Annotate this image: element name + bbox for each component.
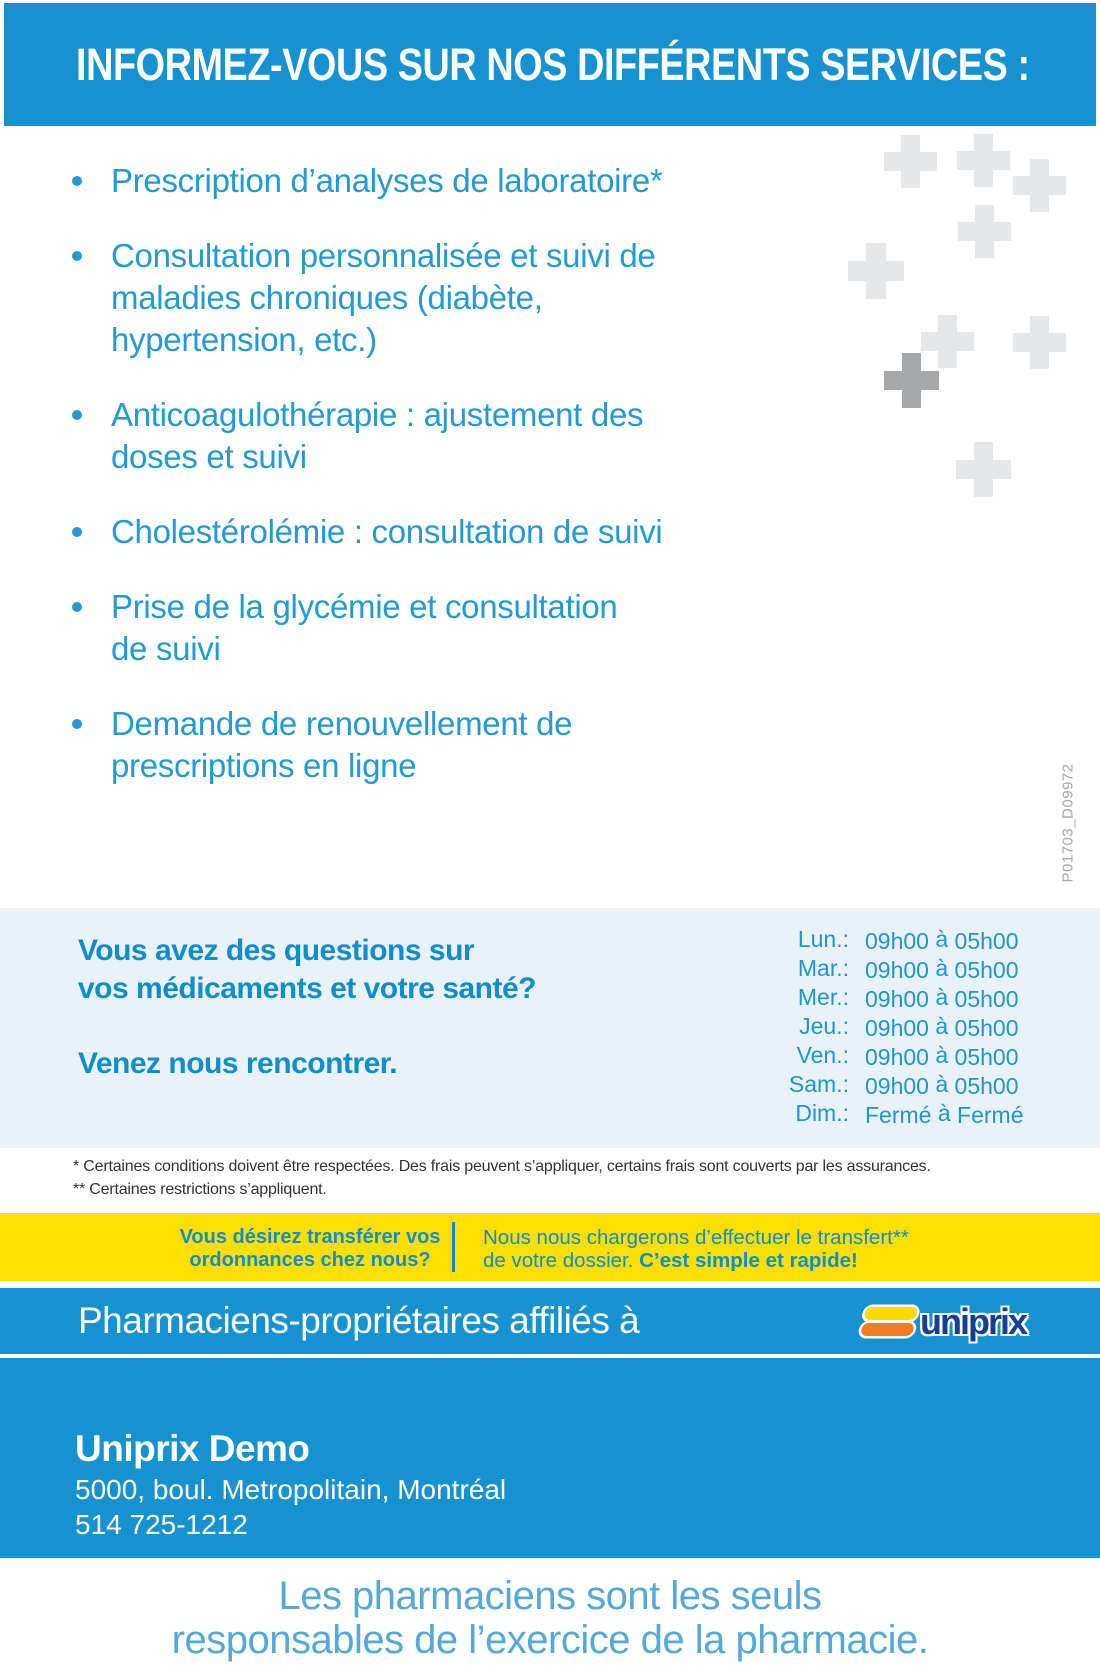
bullet-icon <box>72 410 82 420</box>
plus-icon <box>884 353 939 408</box>
bullet-icon <box>72 602 82 612</box>
day-label: Ven.: <box>796 1042 849 1068</box>
store-phone: 514 725-1212 <box>75 1509 248 1540</box>
list-item <box>72 235 752 361</box>
service-text: prescriptions en ligne <box>111 747 417 784</box>
day-label: Lun.: <box>797 926 849 952</box>
legal-note: Les pharmaciens sont les seuls responsables de l’exercice de la pharmacie. <box>171 1574 929 1662</box>
questions-line1: Vous avez des questions sur <box>78 934 475 967</box>
hours-row <box>787 1042 1023 1071</box>
hours-value: 09h00 à 05h00 <box>865 1013 1019 1041</box>
uniprix-logo <box>863 1301 1026 1343</box>
transfer-answer: Nous nous chargerons d’effectuer le transfert** de votre dossier. C’est simple et rapide! <box>483 1226 909 1272</box>
hours-value: 09h00 à 05h00 <box>865 926 1019 954</box>
store-info-band <box>0 1358 1100 1558</box>
service-text: Cholestérolémie : consultation de suivi <box>111 513 663 550</box>
hours-row <box>787 955 1023 984</box>
plus-icon <box>1013 316 1066 369</box>
hours-row <box>787 926 1023 955</box>
service-text: de suivi <box>111 630 221 667</box>
list-item <box>72 703 752 787</box>
hours-value: 09h00 à 05h00 <box>865 1071 1019 1099</box>
header-band <box>4 3 1096 126</box>
day-label: Dim.: <box>795 1100 849 1126</box>
service-text: Consultation personnalisée et suivi de <box>111 237 656 274</box>
opening-hours <box>787 926 1023 1129</box>
product-code: P01703_D09972 <box>1059 763 1077 883</box>
disclaimer-line1: * Certaines conditions doivent être respectées. Des frais peuvent s’appliquer, certains frais sont couverts par les assurances. <box>73 1158 931 1175</box>
plus-icon <box>958 205 1011 258</box>
questions-line2: vos médicaments et votre santé? <box>78 972 537 1005</box>
questions-heading <box>78 932 536 1008</box>
plus-icon <box>1013 159 1066 212</box>
bullet-icon <box>72 251 82 261</box>
service-text: hypertension, etc.) <box>111 321 377 358</box>
service-text: Prescription d’analyses de laboratoire* <box>111 162 663 199</box>
hours-value: 09h00 à 05h00 <box>865 1042 1019 1070</box>
hours-row <box>787 1100 1023 1129</box>
list-item <box>72 511 752 553</box>
plus-icon <box>884 135 937 188</box>
service-text: maladies chroniques (diabète, <box>111 279 543 316</box>
hours-row <box>787 1013 1023 1042</box>
hours-value: 09h00 à 05h00 <box>865 984 1019 1012</box>
list-item <box>72 394 752 478</box>
day-label: Mer.: <box>797 984 849 1010</box>
store-name: Uniprix Demo <box>75 1428 310 1469</box>
service-text: doses et suivi <box>111 438 307 475</box>
disclaimer-line2: ** Certaines restrictions s’appliquent. <box>73 1181 327 1198</box>
uniprix-wordmark: uniprix <box>920 1301 1027 1342</box>
day-label: Sam.: <box>788 1071 849 1097</box>
service-text: Prise de la glycémie et consultation <box>111 588 618 625</box>
hours-value: Fermé à Fermé <box>865 1100 1024 1128</box>
service-text: Anticoagulothérapie : ajustement des <box>111 396 644 433</box>
hours-row <box>787 1071 1023 1100</box>
day-label: Mar.: <box>797 955 849 981</box>
list-item <box>72 586 752 670</box>
plus-icon <box>848 243 904 299</box>
store-address: 5000, boul. Metropolitain, Montréal <box>75 1474 507 1505</box>
list-item <box>72 160 752 202</box>
divider <box>452 1222 455 1272</box>
bullet-icon <box>72 176 82 186</box>
disclaimers <box>73 1155 931 1201</box>
plus-icon <box>956 442 1011 497</box>
questions-section <box>0 908 1100 1148</box>
affiliation-label: Pharmaciens-propriétaires affiliés à <box>78 1300 640 1341</box>
day-label: Jeu.: <box>799 1013 849 1039</box>
transfer-highlight: C’est simple et rapide! <box>639 1249 858 1272</box>
affiliation-band <box>0 1288 1100 1358</box>
transfer-band <box>0 1213 1100 1281</box>
service-text: Demande de renouvellement de <box>111 705 573 742</box>
hours-value: 09h00 à 05h00 <box>865 955 1019 983</box>
bullet-icon <box>72 527 82 537</box>
uniprix-logo-bars-icon <box>860 1306 921 1338</box>
meet-us-text: Venez nous rencontrer. <box>78 1047 398 1080</box>
page-title: INFORMEZ-VOUS SUR NOS DIFFÉRENTS SERVICES : <box>76 39 1030 90</box>
hours-row <box>787 984 1023 1013</box>
plus-icon <box>957 134 1010 187</box>
transfer-question: Vous désirez transférer vos ordonnances chez nous? <box>179 1226 441 1271</box>
bullet-icon <box>72 719 82 729</box>
services-list <box>72 160 752 820</box>
